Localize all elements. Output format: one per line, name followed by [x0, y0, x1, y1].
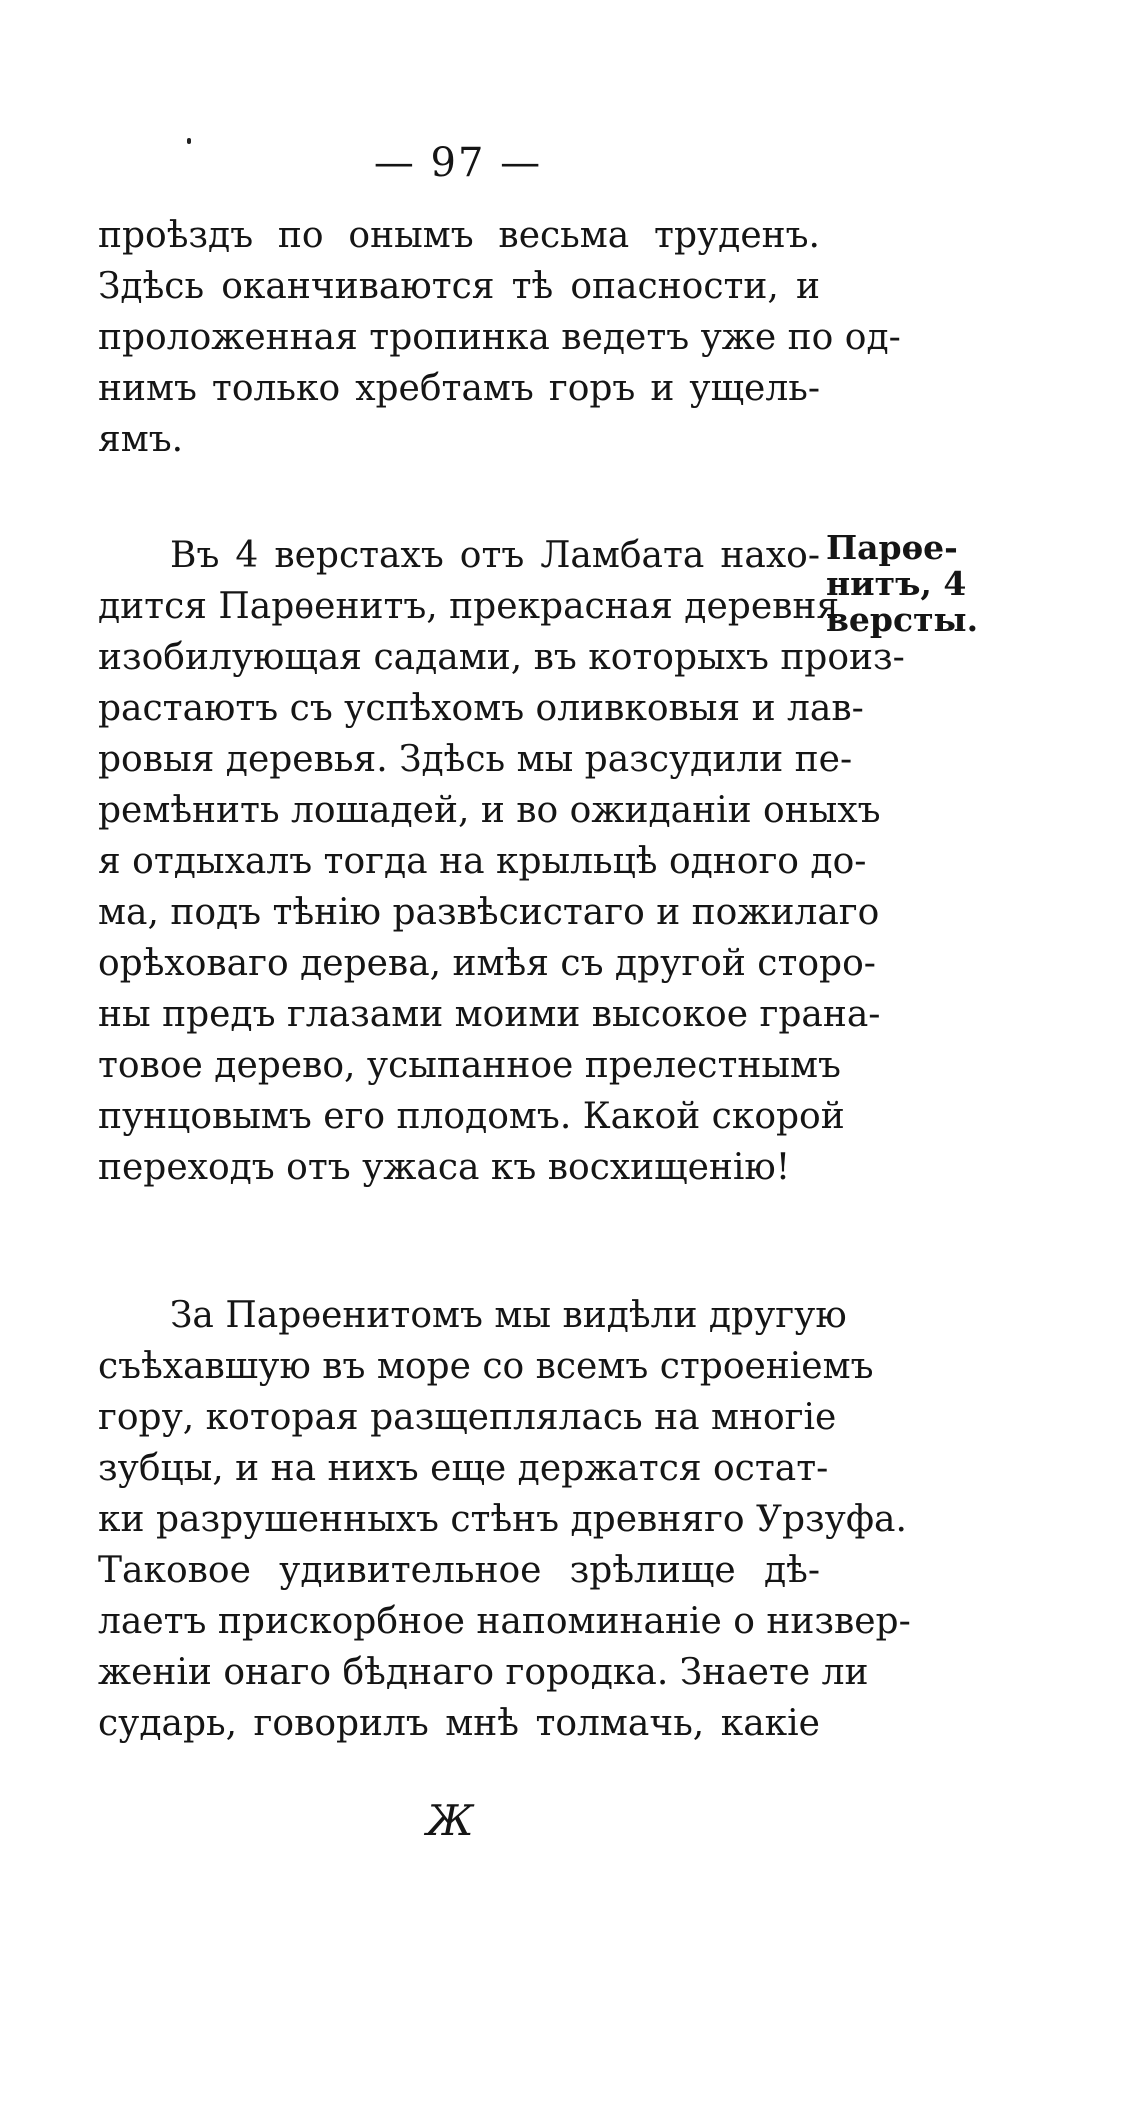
text-line: женіи онаго бѣднаго городка. Знаете ли: [98, 1652, 869, 1693]
text-line: пунцовымъ его плодомъ. Какой скорой: [98, 1096, 845, 1137]
text-line: нимъ только хребтамъ горъ и ущель-: [98, 368, 820, 409]
text-line: переходъ отъ ужаса къ восхищенію!: [98, 1147, 791, 1188]
text-line: гору, которая разщеплялась на многіе: [98, 1397, 837, 1438]
text-line: ремѣнить лошадей, и во ожиданіи оныхъ: [98, 790, 881, 831]
text-line: дится Парѳенитъ, прекрасная деревня: [98, 586, 840, 627]
text-line: ямъ.: [98, 419, 184, 460]
margin-note-line: версты.: [826, 600, 979, 639]
paragraph-1: [98, 210, 901, 465]
text-line: зубцы, и на нихъ еще держатся остат-: [98, 1448, 829, 1489]
text-line: За Парѳенитомъ мы видѣли другую: [170, 1295, 847, 1336]
text-line: лаетъ прискорбное напоминаніе о низвер-: [98, 1601, 911, 1642]
text-line: ны предъ глазами моими высокое гранa-: [98, 994, 881, 1035]
text-line: Въ 4 верстахъ отъ Ламбата нахо-: [170, 535, 820, 576]
text-line: съѣхавшую въ море со всемъ строеніемъ: [98, 1346, 874, 1387]
paragraph-3: [98, 1290, 911, 1749]
text-line: ровыя деревья. Здѣсь мы разсудили пе-: [98, 739, 853, 780]
text-line: ма, подъ тѣнію развѣсистаго и пожилаго: [98, 892, 880, 933]
text-line: Таковое удивительное зрѣлище дѣ-: [98, 1550, 820, 1591]
margin-note-line: нитъ, 4: [826, 564, 967, 603]
text-line: Здѣсь оканчиваются тѣ опасности, и: [98, 266, 820, 307]
text-line: проѣздъ по онымъ весьма труденъ.: [98, 215, 820, 256]
text-line: ки разрушенныхъ стѣнъ древняго Урзуфа.: [98, 1499, 907, 1540]
text-line: сударь, говорилъ мнѣ толмачь, какіе: [98, 1703, 820, 1744]
text-line: я отдыхалъ тогда на крыльцѣ одного до-: [98, 841, 867, 882]
text-line: изобилующая садами, въ которыхъ произ-: [98, 637, 905, 678]
margin-note-line: Парѳе-: [826, 528, 958, 567]
text-line: орѣховаго дерева, имѣя съ другой сторо-: [98, 943, 876, 984]
margin-note: [826, 528, 979, 639]
ink-speck: [187, 138, 191, 144]
text-line: проложенная тропинка ведетъ уже по од-: [98, 317, 901, 358]
text-line: товое дерево, усыпанное прелестнымъ: [98, 1045, 841, 1086]
page-number: — 97 —: [373, 140, 543, 186]
text-line: растаютъ съ успѣхомъ оливковыя и лав-: [98, 688, 864, 729]
signature-mark: Ж: [426, 1796, 474, 1845]
